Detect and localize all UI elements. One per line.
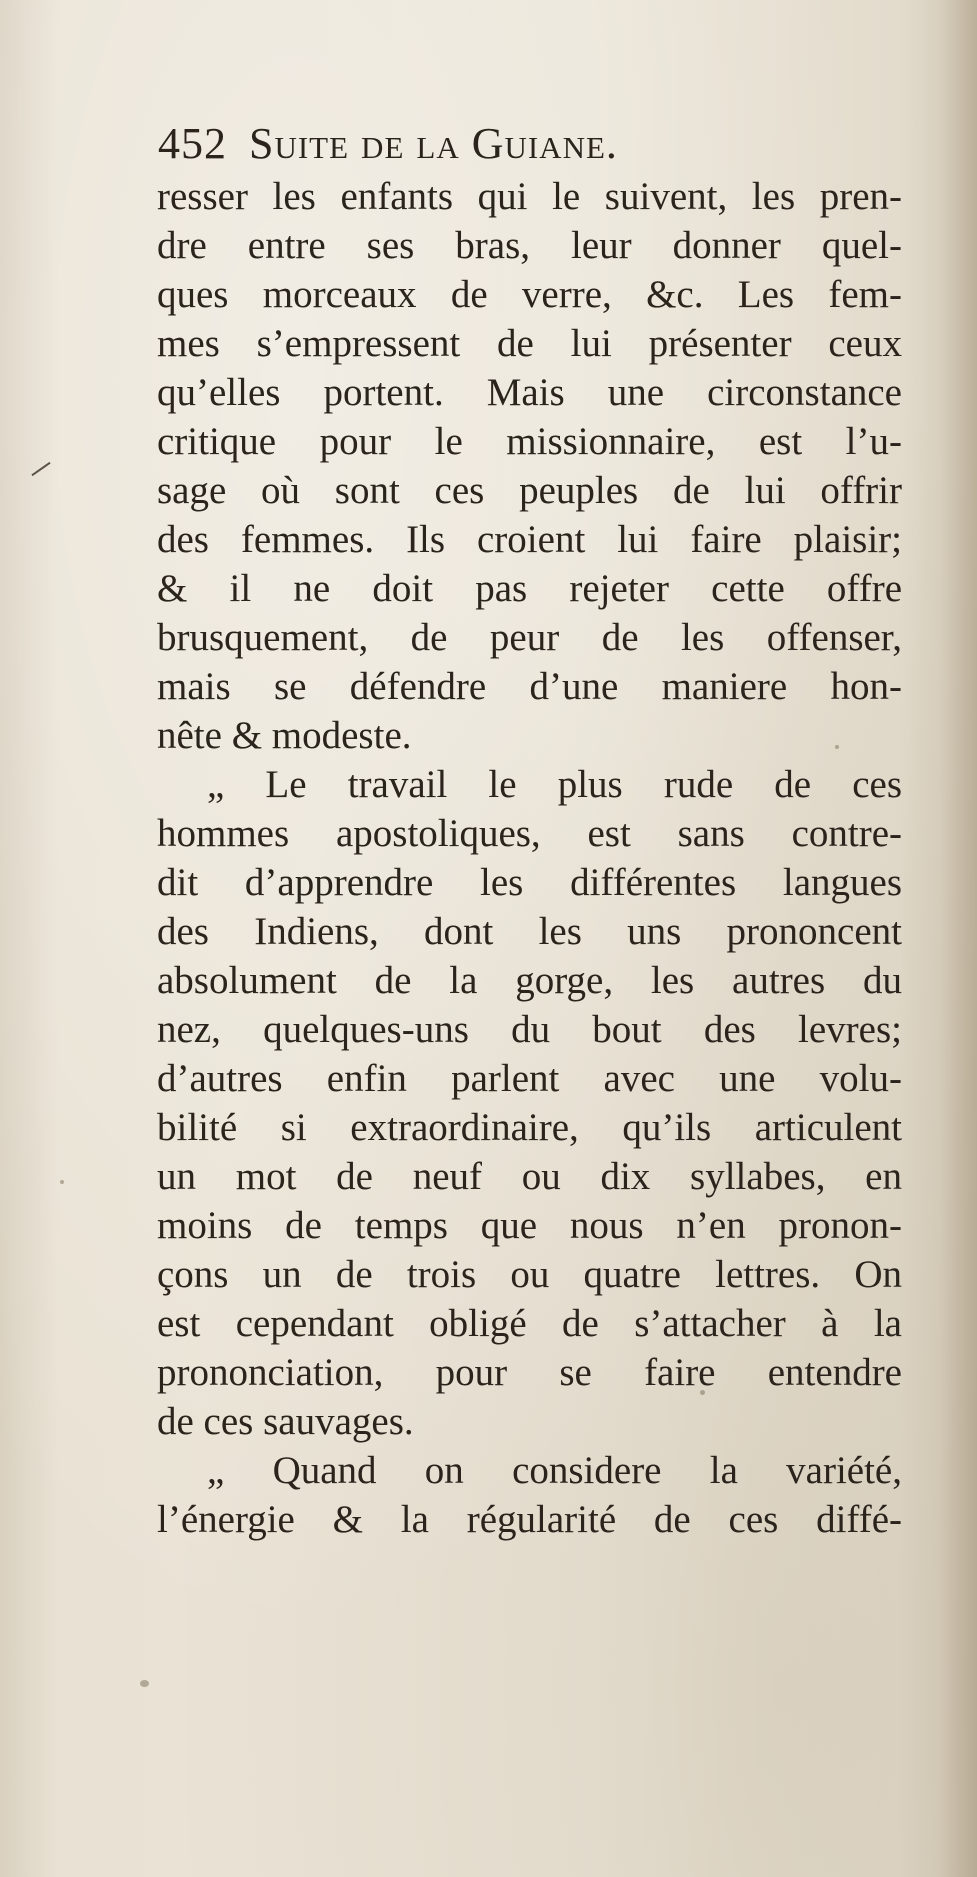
- text-line: dre entre ses bras, leur donner quel-: [157, 224, 902, 267]
- paragraph-first-line: „ Le travail le plus rude de ces: [207, 763, 902, 806]
- text-line: dit d’apprendre les différentes langues: [157, 861, 902, 904]
- page-edge-shadow: [939, 0, 977, 1877]
- text-line: bilité si extraordinaire, qu’ils articulent: [157, 1106, 902, 1149]
- text-line: est cependant obligé de s’attacher à la: [157, 1302, 902, 1345]
- text-line: d’autres enfin parlent avec une volu-: [157, 1057, 902, 1100]
- text-line: absolument de la gorge, les autres du: [157, 959, 902, 1002]
- text-line: hommes apostoliques, est sans contre-: [157, 812, 902, 855]
- page-number: 452: [158, 119, 227, 168]
- text-line: çons un de trois ou quatre lettres. On: [157, 1253, 902, 1296]
- paragraph-first-line: „ Quand on considere la variété,: [207, 1449, 902, 1492]
- paper-speck: [60, 1180, 64, 1184]
- text-line: qu’elles portent. Mais une circonstance: [157, 371, 902, 414]
- text-line: critique pour le missionnaire, est l’u-: [157, 420, 902, 463]
- text-line: des Indiens, dont les uns prononcent: [157, 910, 902, 953]
- text-line: brusquement, de peur de les offenser,: [157, 616, 902, 659]
- paper-speck: [140, 1680, 149, 1687]
- text-line: mes s’empressent de lui présenter ceux: [157, 322, 902, 365]
- body-text: [157, 172, 902, 1544]
- text-line: des femmes. Ils croient lui faire plaisir;: [157, 518, 902, 561]
- text-line: & il ne doit pas rejeter cette offre: [157, 567, 902, 610]
- text-line: resser les enfants qui le suivent, les pren-: [157, 175, 902, 218]
- text-line: de ces sauvages.: [157, 1400, 414, 1443]
- running-title: Suite de la Guiane.: [249, 119, 618, 168]
- text-line: l’énergie & la régularité de ces diffé-: [157, 1498, 902, 1541]
- text-line: moins de temps que nous n’en pronon-: [157, 1204, 902, 1247]
- text-line: un mot de neuf ou dix syllabes, en: [157, 1155, 902, 1198]
- text-line: mais se défendre d’une maniere hon-: [157, 665, 902, 708]
- running-head: [158, 118, 898, 170]
- stray-ink-mark: [31, 462, 50, 476]
- text-line: nête & modeste.: [157, 714, 412, 757]
- text-line: nez, quelques-uns du bout des levres;: [157, 1008, 902, 1051]
- text-line: ques morceaux de verre, &c. Les fem-: [157, 273, 902, 316]
- text-line: prononciation, pour se faire entendre: [157, 1351, 902, 1394]
- text-line: sage où sont ces peuples de lui offrir: [157, 469, 902, 512]
